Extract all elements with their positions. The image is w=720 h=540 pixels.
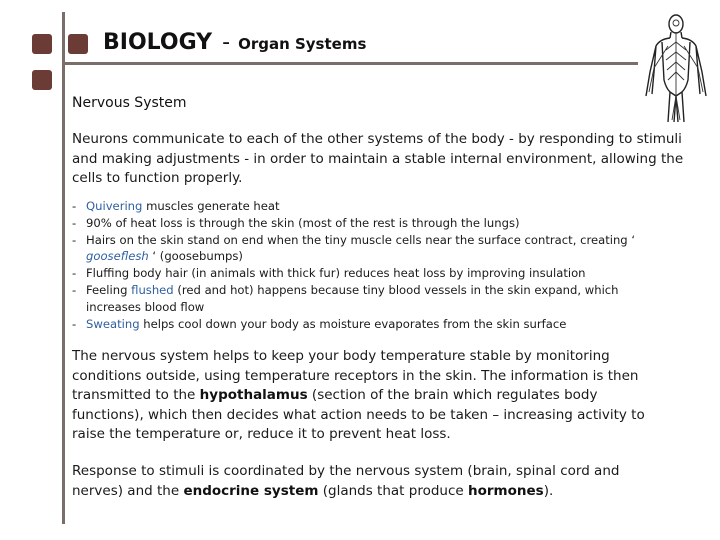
decor-square-1 [32, 34, 52, 54]
intro-paragraph: Neurons communicate to each of the other systems of the body - by responding to stimuli and making adjustments - in order to maintain a stable internal environment, allowing the cells to function properly. [72, 131, 684, 186]
decor-square-2 [68, 34, 88, 54]
list-item: - Sweating helps cool down your body as moisture evaporates from the skin surface [72, 316, 652, 333]
vertical-rule [62, 12, 65, 524]
list-item: - Quivering muscles generate heat [72, 198, 652, 215]
bullet-list [72, 198, 652, 332]
decor-square-3 [32, 70, 52, 90]
title-main: BIOLOGY [103, 30, 213, 55]
temperature-paragraph: The nervous system helps to keep your body temperature stable by monitoring conditions outside, using temperature receptors in the skin. The information is then transmitted to the hypothalamus (section of the brain which regulates body functions), which then decides what action needs to be taken – increasing activity to raise the temperature or, reduce it to prevent heat loss. [72, 348, 645, 442]
human-nervous-system-icon [640, 12, 712, 124]
list-item: - Feeling flushed (red and hot) happens because tiny blood vessels in the skin expand, which increases blood flow [72, 282, 652, 316]
section-heading: Nervous System [72, 95, 187, 111]
list-item: - 90% of heat loss is through the skin (most of the rest is through the lungs) [72, 215, 652, 232]
title-sub: Organ Systems [238, 35, 367, 53]
horizontal-rule [62, 62, 638, 65]
page-title [103, 30, 366, 55]
list-item: - Hairs on the skin stand on end when the tiny muscle cells near the surface contract, creating ‘ gooseflesh ‘ (goosebumps) [72, 232, 652, 266]
list-item: - Fluffing body hair (in animals with thick fur) reduces heat loss by improving insulation [72, 265, 652, 282]
response-paragraph: Response to stimuli is coordinated by the nervous system (brain, spinal cord and nerves) and the endocrine system (glands that produce hormones). [72, 463, 620, 499]
title-dash: - [222, 30, 231, 55]
